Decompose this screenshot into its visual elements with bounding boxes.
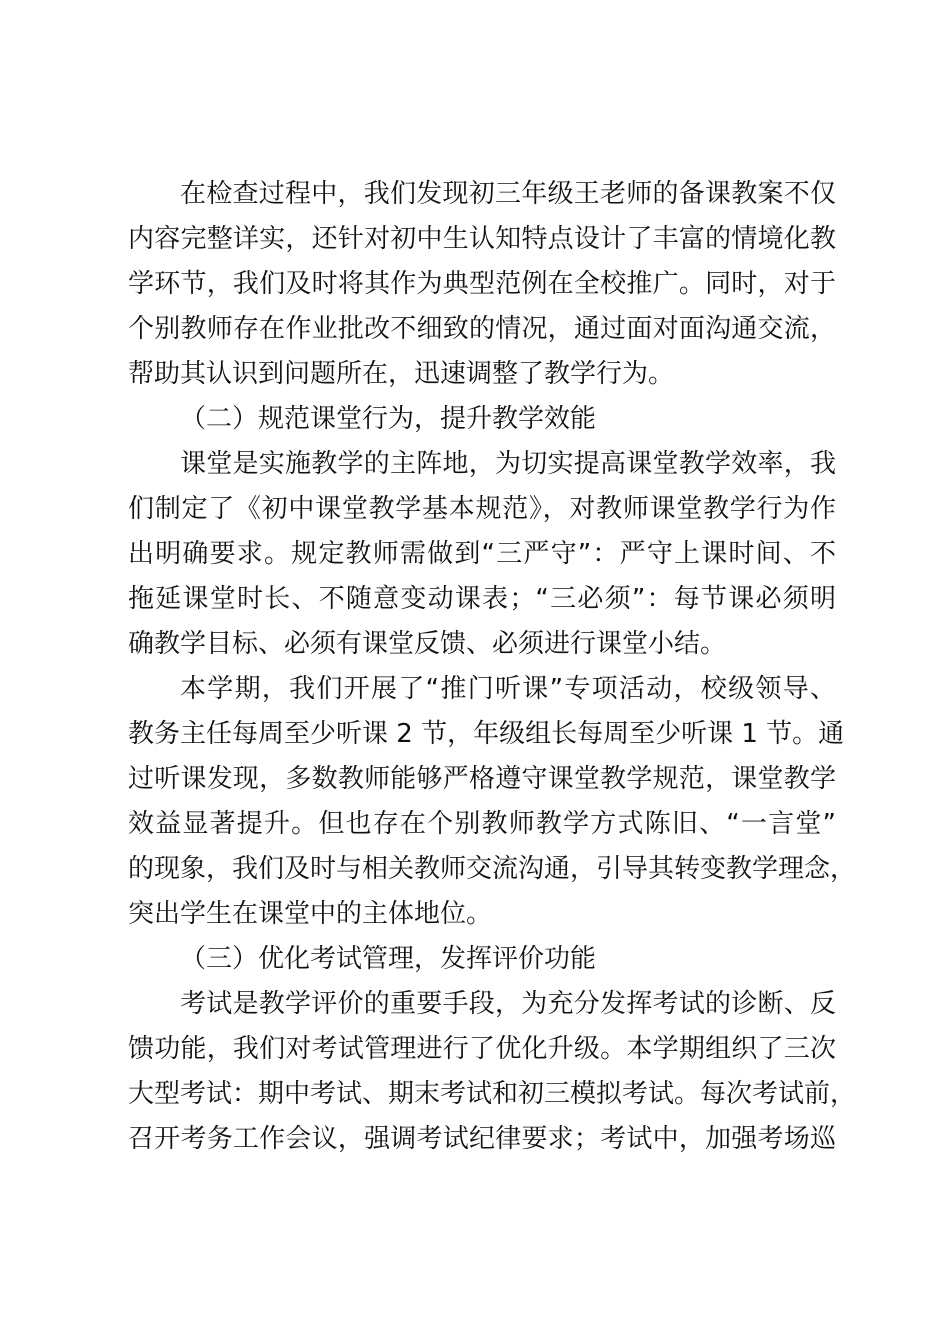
text-line: 课堂是实施教学的主阵地，为切实提高课堂教学效率，我	[180, 449, 836, 479]
text-line: 召开考务工作会议，强调考试纪律要求；考试中，加强考场巡	[128, 1124, 836, 1154]
text-line: 馈功能，我们对考试管理进行了优化升级。本学期组织了三次	[128, 1034, 836, 1064]
text-line: 考试是教学评价的重要手段，为充分发挥考试的诊断、反	[180, 989, 836, 1019]
text-line: 们制定了《初中课堂教学基本规范》，对教师课堂教学行为作	[128, 494, 836, 524]
paragraph	[128, 442, 836, 667]
paragraph	[128, 667, 857, 937]
heading-line: （三）优化考试管理，发挥评价功能	[180, 944, 597, 974]
text-line: 出明确要求。规定教师需做到“三严守”：严守上课时间、不	[128, 539, 836, 569]
text-line: 教务主任每周至少听课 2 节，年级组长每周至少听课 1 节。通	[128, 719, 845, 749]
text-line: 效益显著提升。但也存在个别教师教学方式陈旧、“一言堂”	[128, 809, 836, 839]
text-line: 的现象，我们及时与相关教师交流沟通，引导其转变教学理念，	[128, 854, 857, 884]
text-line: 学环节，我们及时将其作为典型范例在全校推广。同时，对于	[128, 269, 836, 299]
text-line: 大型考试：期中考试、期末考试和初三模拟考试。每次考试前，	[128, 1079, 857, 1109]
paragraph	[128, 172, 836, 397]
text-line: 拖延课堂时长、不随意变动课表；“三必须”：每节课必须明	[128, 584, 836, 614]
text-line: 确教学目标、必须有课堂反馈、必须进行课堂小结。	[128, 629, 727, 659]
text-line: 突出学生在课堂中的主体地位。	[128, 899, 493, 929]
text-line: 本学期，我们开展了“推门听课”专项活动，校级领导、	[180, 674, 836, 704]
section-heading	[128, 937, 836, 982]
text-line: 在检查过程中，我们发现初三年级王老师的备课教案不仅	[180, 179, 836, 209]
paragraph	[128, 982, 857, 1162]
text-line: 内容完整详实，还针对初中生认知特点设计了丰富的情境化教	[128, 224, 836, 254]
text-line: 个别教师存在作业批改不细致的情况，通过面对面沟通交流，	[128, 314, 836, 344]
document-page	[128, 172, 857, 1162]
text-line: 帮助其认识到问题所在，迅速调整了教学行为。	[128, 359, 675, 389]
heading-line: （二）规范课堂行为，提升教学效能	[180, 404, 597, 434]
section-heading	[128, 397, 836, 442]
text-line: 过听课发现，多数教师能够严格遵守课堂教学规范，课堂教学	[128, 764, 836, 794]
